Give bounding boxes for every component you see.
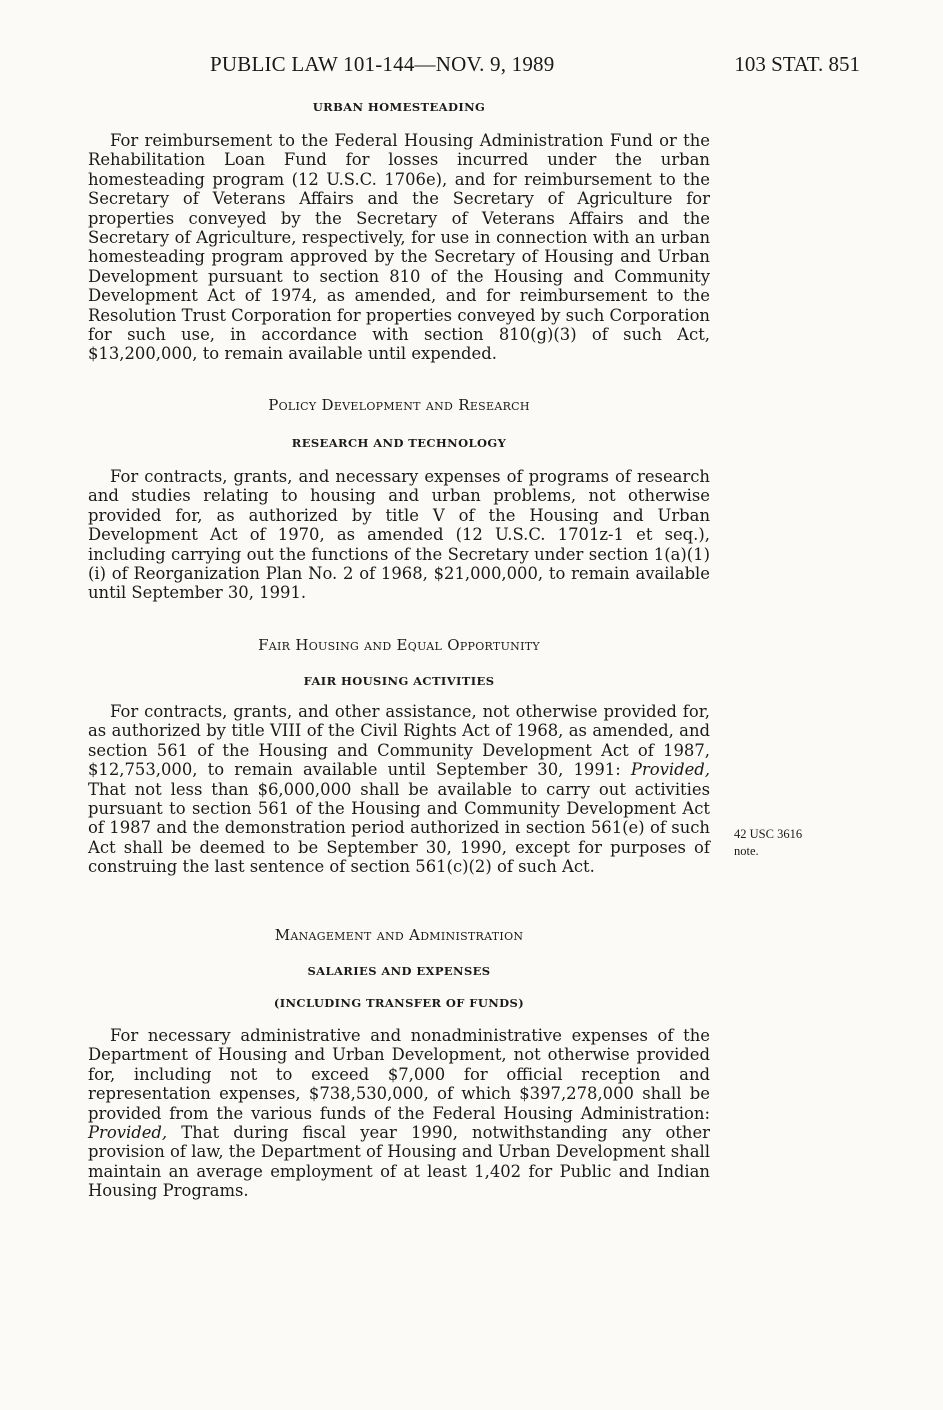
- management-provided: Provided,: [88, 1123, 168, 1143]
- page-header: [210, 52, 860, 82]
- research-technology-heading: RESEARCH AND TECHNOLOGY: [291, 436, 507, 450]
- fair-housing-paragraph: [88, 702, 710, 877]
- fair-housing-heading: Fair Housing and Equal Opportunity: [258, 636, 540, 654]
- urban-homesteading-paragraph: For reimbursement to the Federal Housing Administration Fund or the Rehabilitation Loan Fund for losses incurred under the urban homesteading program (12 U.S.C. 1706e), and for reimbursement to the Secretary of Veterans Affairs and the Secretary of Agriculture for properties conveyed by the Secretary of Veterans Affairs and the Secretary of Agriculture, respectively, for use in connection with an urban homesteading program approved by the Secretary of Housing and Urban Development pursuant to section 810 of the Housing and Community Development Act of 1974, as amended, and for reimbursement to the Resolution Trust Corporation for properties conveyed by such Corporation for such use, in accordance with section 810(g)(3) of such Act, $13,200,000, to remain available until expended.: [88, 131, 710, 364]
- management-text-b: That during fiscal year 1990, notwithstanding any other provision of law, the Department of Housing and Urban Development shall maintain an average employment of at least 1,402 for Public and Indian Housing Programs.: [88, 1123, 710, 1201]
- fair-housing-text-b: That not less than $6,000,000 shall be available to carry out activities pursuant to section 561 of the Housing and Community Development Act of 1987 and the demonstration period authorized in section 561(e) of such Act shall be deemed to be September 30, 1990, except for purposes of construing the last sentence of section 561(c)(2) of such Act.: [88, 779, 710, 877]
- fair-housing-activities-heading: FAIR HOUSING ACTIVITIES: [303, 674, 495, 688]
- statute-page-number: 103 STAT. 851: [734, 52, 860, 76]
- policy-development-heading: Policy Development and Research: [268, 396, 530, 414]
- salaries-expenses-heading: SALARIES AND EXPENSES: [307, 964, 491, 978]
- margin-note-citation: 42 USC 3616: [734, 827, 803, 841]
- urban-homesteading-section: [88, 100, 710, 364]
- management-paragraph: [88, 1026, 710, 1201]
- fair-housing-provided: Provided,: [630, 760, 710, 780]
- management-text-a: For necessary administrative and nonadministrative expenses of the Department of Housing and Urban Development, not otherwise provided for, including not to exceed $7,000 for official reception and representation expenses, $738,530,000, of which $397,278,000 shall be provided from the various funds of the Federal Housing Administration:: [88, 1026, 710, 1123]
- page-title: PUBLIC LAW 101-144—NOV. 9, 1989: [210, 52, 555, 76]
- policy-development-section: [88, 396, 710, 603]
- research-technology-paragraph: For contracts, grants, and necessary expenses of programs of research and studies relating to housing and urban problems, not otherwise provided for, as authorized by title V of the Housing and Urban Development Act of 1970, as amended (12 U.S.C. 1701z-1 et seq.), including carrying out the functions of the Secretary under section 1(a)(1)(i) of Reorganization Plan No. 2 of 1968, $21,000,000, to remain available until September 30, 1991.: [88, 467, 710, 603]
- transfer-of-funds-heading: (INCLUDING TRANSFER OF FUNDS): [273, 996, 525, 1010]
- margin-note: [734, 826, 844, 860]
- urban-homesteading-heading: URBAN HOMESTEADING: [312, 100, 486, 114]
- management-heading: Management and Administration: [274, 926, 524, 944]
- fair-housing-section: [88, 636, 710, 877]
- fair-housing-text-a: For contracts, grants, and other assistance, not otherwise provided for, as authorized by title VIII of the Civil Rights Act of 1968, as amended, and section 561 of the Housing and Community Development Act of 1987, $12,753,000, to remain available until September 30, 1991:: [88, 702, 710, 780]
- margin-note-suffix: note.: [734, 844, 759, 858]
- management-section: [88, 926, 710, 1201]
